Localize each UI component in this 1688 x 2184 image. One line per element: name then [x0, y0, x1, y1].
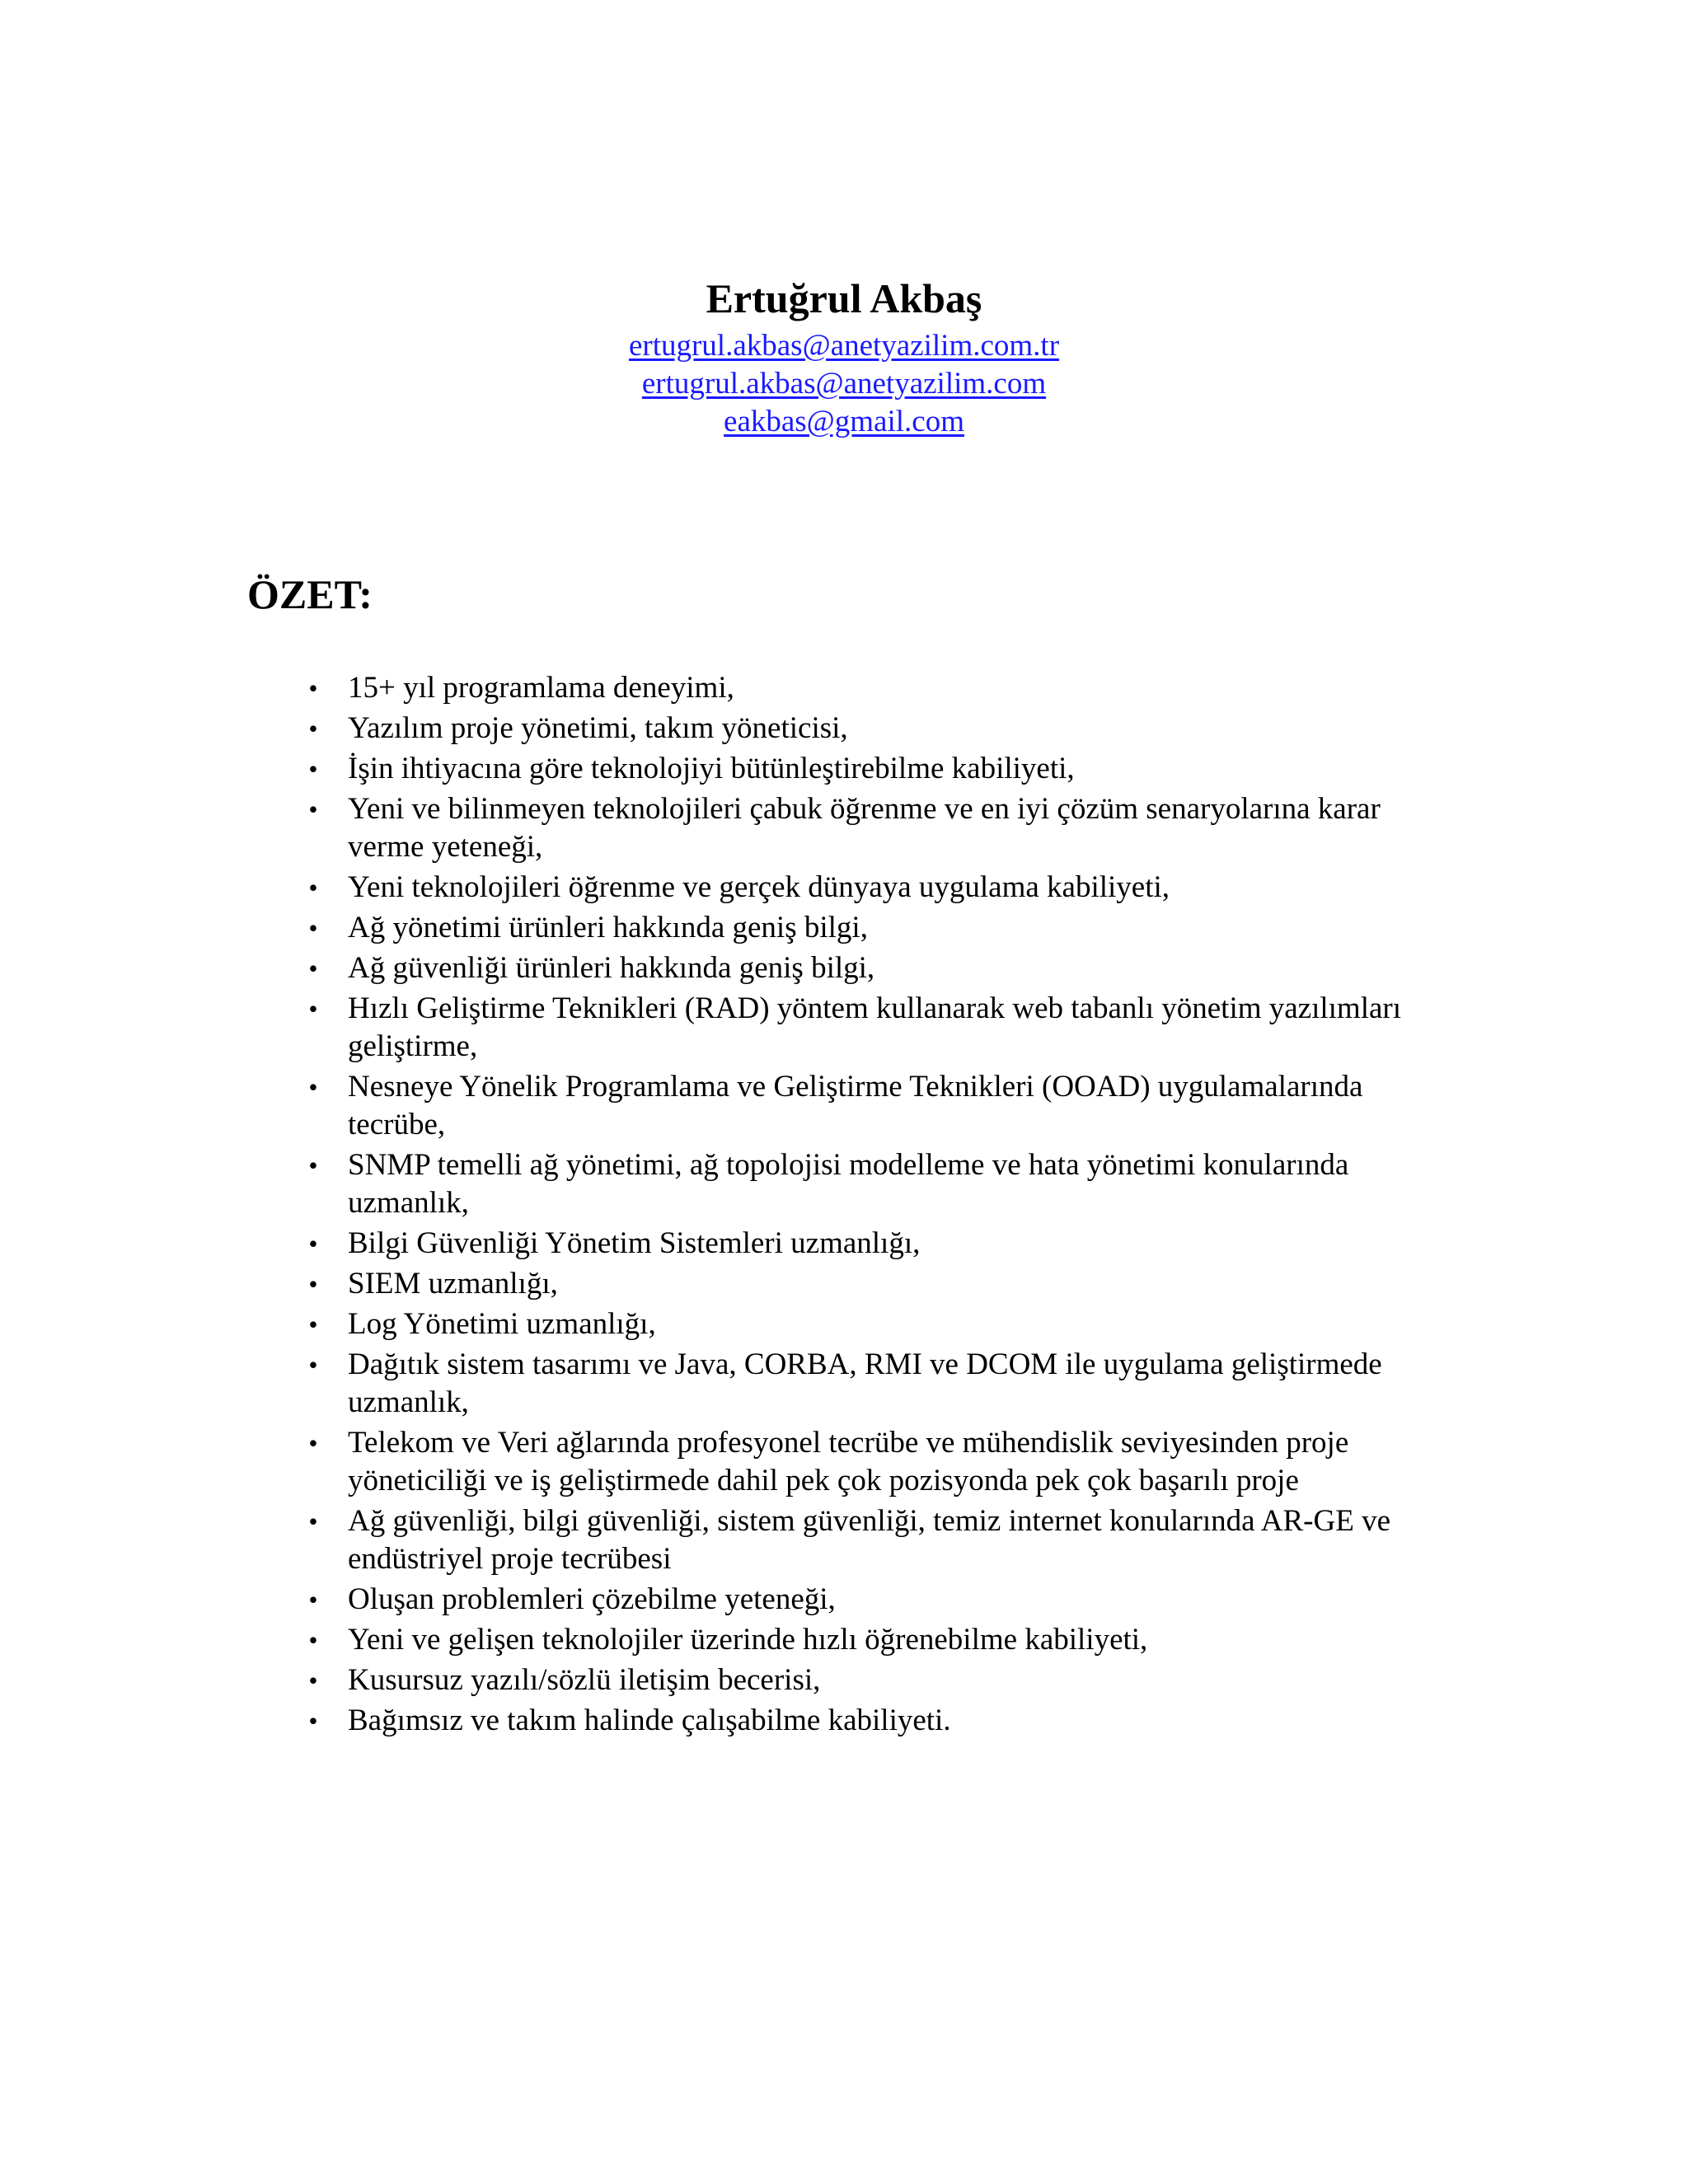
list-item-text: SNMP temelli ağ yönetimi, ağ topolojisi modelleme ve hata yönetimi konularında uzmanlık,: [348, 1148, 1349, 1220]
bullet-icon: •: [308, 1269, 318, 1299]
list-item-text: Telekom ve Veri ağlarında profesyonel tecrübe ve mühendislik seviyesinden proje yöneticiliği ve iş geliştirmede dahil pek çok pozisyonda pek çok başarılı proje: [348, 1426, 1349, 1497]
bullet-icon: •: [308, 1229, 318, 1258]
bullet-icon: •: [308, 913, 318, 943]
list-item: [308, 1346, 1444, 1422]
email-link-anet-com[interactable]: ertugrul.akbas@anetyazilim.com: [641, 367, 1047, 401]
list-item: [308, 1621, 1444, 1659]
bullet-icon: •: [308, 1666, 318, 1695]
list-item-text: Hızlı Geliştirme Teknikleri (RAD) yöntem kullanarak web tabanlı yönetim yazılımları geliştirme,: [348, 991, 1402, 1063]
email-link-gmail[interactable]: eakbas@gmail.com: [724, 405, 964, 438]
list-item-text: Oluşan problemleri çözebilme yeteneği,: [348, 1582, 836, 1616]
list-item-text: Yazılım proje yönetimi, takım yöneticisi,: [348, 711, 848, 745]
bullet-icon: •: [308, 1507, 318, 1536]
person-name: Ertuğrul Akbaş: [706, 275, 982, 321]
list-item-text: SIEM uzmanlığı,: [348, 1267, 558, 1301]
email-link-anet-com-tr[interactable]: ertugrul.akbas@anetyazilim.com.tr: [628, 329, 1060, 363]
list-item: [308, 710, 1444, 748]
bullet-icon: •: [308, 1072, 318, 1102]
list-item-text: Yeni teknolojileri öğrenme ve gerçek dünyaya uygulama kabiliyeti,: [348, 870, 1170, 904]
list-item-text: Bilgi Güvenliği Yönetim Sistemleri uzmanlığı,: [348, 1226, 921, 1260]
list-item-text: İşin ihtiyacına göre teknolojiyi bütünleştirebilme kabiliyeti,: [348, 752, 1075, 785]
list-item: [308, 869, 1444, 907]
contact-header: [0, 269, 1688, 441]
bullet-icon: •: [308, 1310, 318, 1339]
list-item: [308, 909, 1444, 947]
list-item-text: Dağıtık sistem tasarımı ve Java, CORBA, RMI ve DCOM ile uygulama geliştirmede uzmanlık,: [348, 1347, 1382, 1419]
list-item-text: Log Yönetimi uzmanlığı,: [348, 1307, 656, 1341]
list-item: [308, 1225, 1444, 1263]
list-item: [308, 1581, 1444, 1619]
bullet-icon: •: [308, 1706, 318, 1736]
bullet-icon: •: [308, 794, 318, 824]
bullet-icon: •: [308, 954, 318, 983]
list-item-text: 15+ yıl programlama deneyimi,: [348, 671, 734, 705]
list-item-text: Yeni ve bilinmeyen teknolojileri çabuk öğrenme ve en iyi çözüm senaryolarına karar verme yeteneği,: [348, 792, 1381, 864]
bullet-icon: •: [308, 1151, 318, 1180]
bullet-icon: •: [308, 714, 318, 743]
list-item-text: Ağ güvenliği, bilgi güvenliği, sistem güvenliği, temiz internet konularında AR-GE ve endüstriyel proje tecrübesi: [348, 1504, 1390, 1576]
bullet-icon: •: [308, 673, 318, 703]
list-item: [308, 949, 1444, 987]
list-item: [308, 1502, 1444, 1578]
bullet-icon: •: [308, 1428, 318, 1458]
list-item-text: Ağ güvenliği ürünleri hakkında geniş bilgi,: [348, 951, 875, 985]
bullet-icon: •: [308, 873, 318, 902]
bullet-icon: •: [308, 754, 318, 784]
list-item-text: Yeni ve gelişen teknolojiler üzerinde hızlı öğrenebilme kabiliyeti,: [348, 1623, 1148, 1657]
list-item-text: Kusursuz yazılı/sözlü iletişim becerisi,: [348, 1663, 821, 1697]
list-item: [308, 790, 1444, 866]
list-item: [308, 1146, 1444, 1222]
list-item: [308, 1702, 1444, 1740]
bullet-icon: •: [308, 1350, 318, 1380]
list-item: [308, 1661, 1444, 1699]
bullet-icon: •: [308, 1585, 318, 1615]
bullet-icon: •: [308, 1625, 318, 1655]
list-item: [308, 1068, 1444, 1144]
bullet-icon: •: [308, 994, 318, 1024]
list-item: [308, 750, 1444, 788]
summary-title: ÖZET:: [247, 571, 373, 617]
list-item: [308, 1265, 1444, 1303]
summary-list: [308, 669, 1444, 1742]
list-item: [308, 1424, 1444, 1500]
list-item: [308, 669, 1444, 707]
list-item-text: Ağ yönetimi ürünleri hakkında geniş bilgi,: [348, 911, 868, 944]
list-item: [308, 990, 1444, 1066]
list-item-text: Nesneye Yönelik Programlama ve Geliştirme Teknikleri (OOAD) uygulamalarında tecrübe,: [348, 1070, 1363, 1141]
list-item-text: Bağımsız ve takım halinde çalışabilme kabiliyeti.: [348, 1704, 951, 1737]
list-item: [308, 1305, 1444, 1343]
